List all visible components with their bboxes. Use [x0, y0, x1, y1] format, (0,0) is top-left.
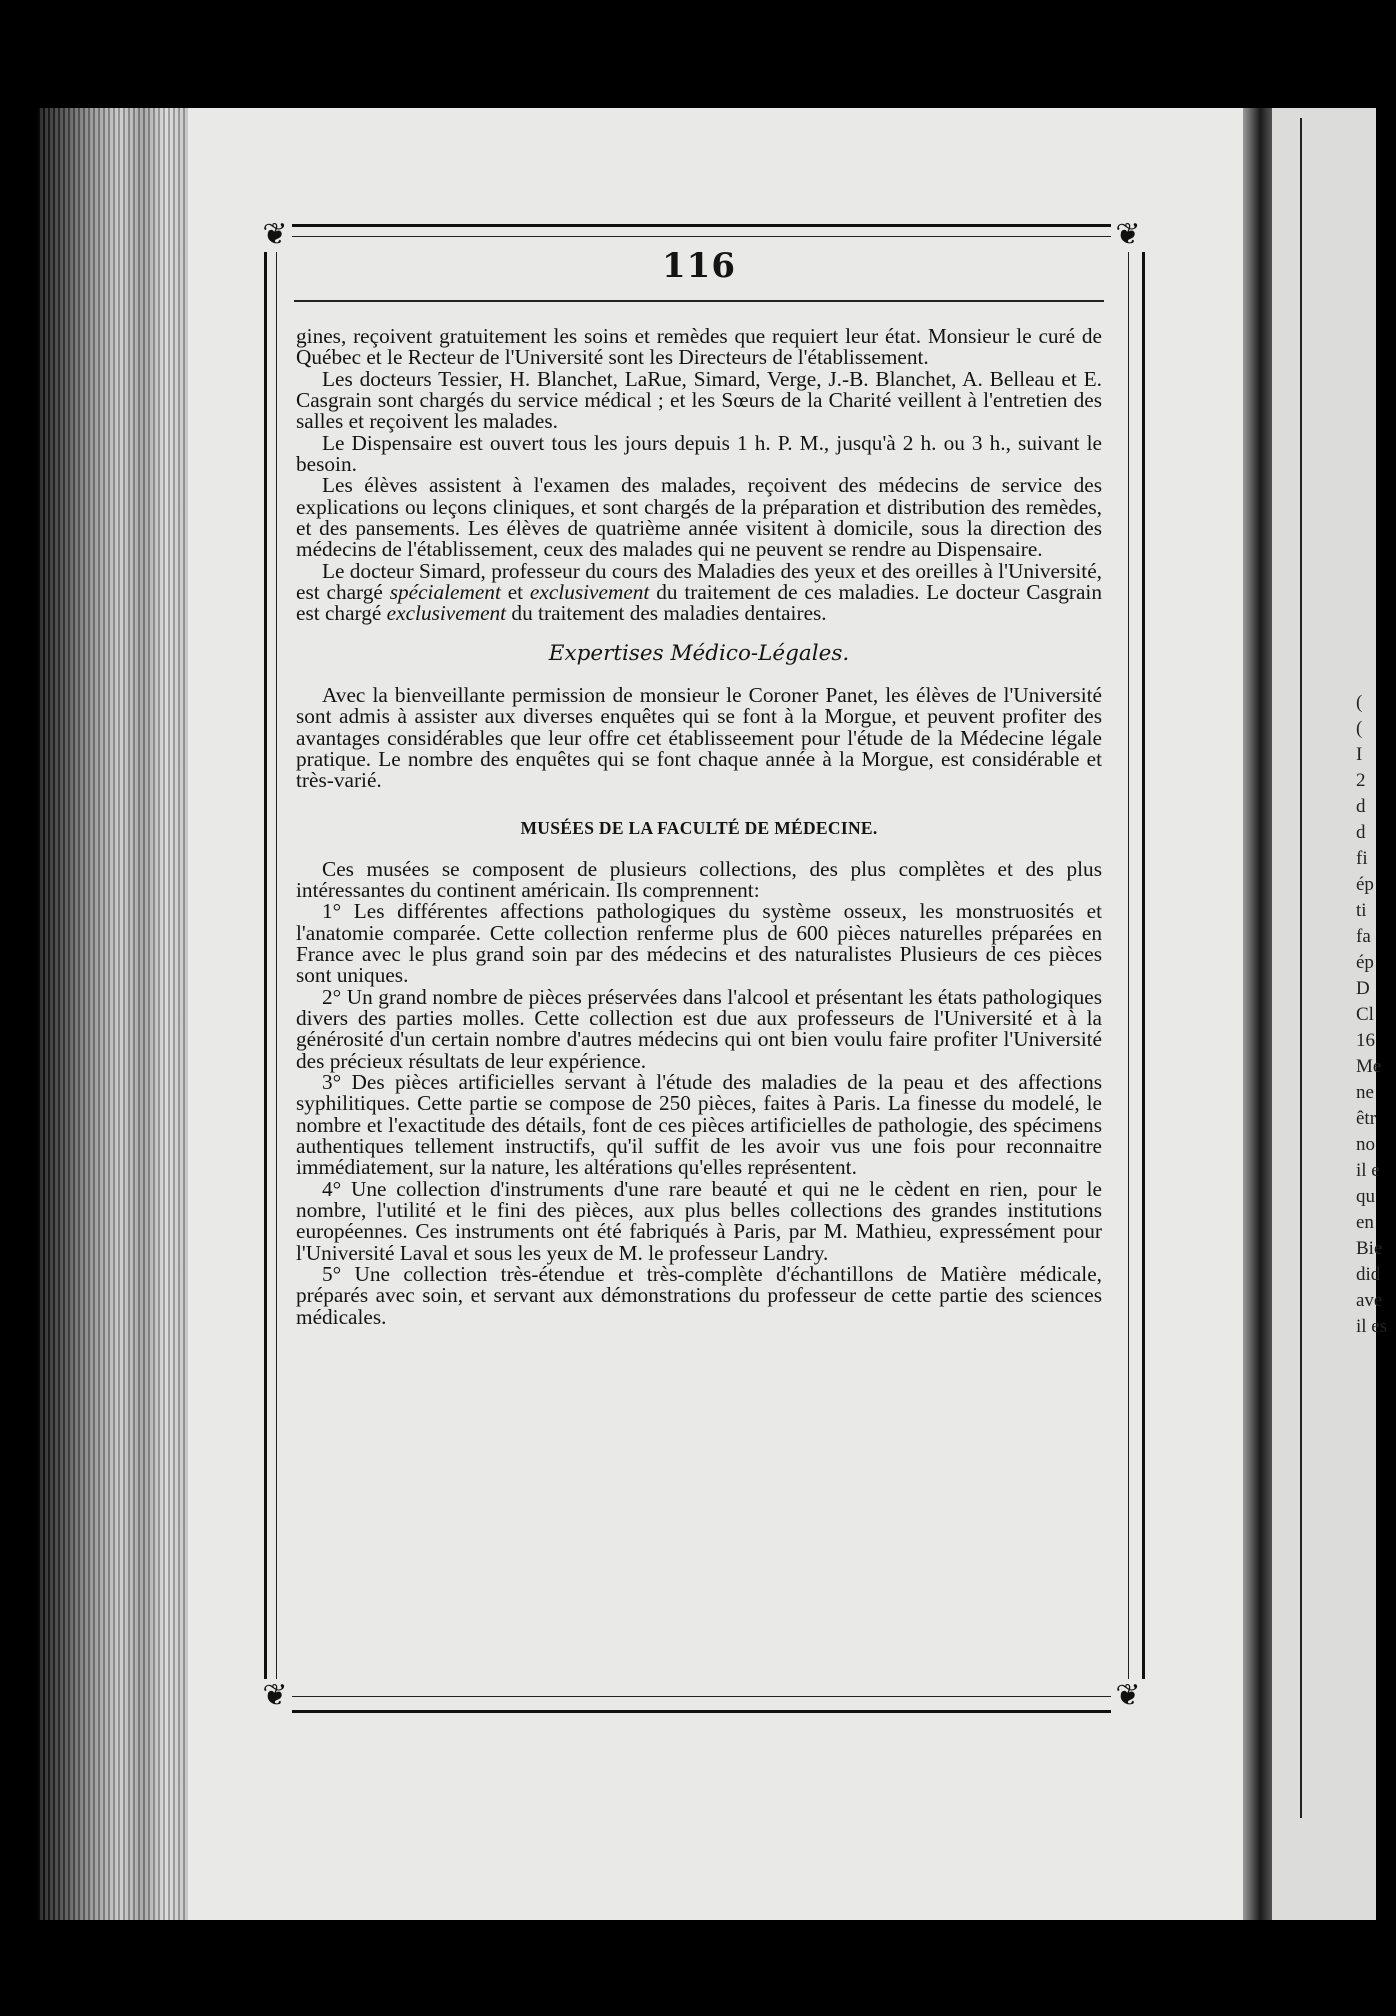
- facing-page-fragment: ne: [1356, 1082, 1374, 1103]
- facing-page-fragment: (: [1356, 718, 1363, 739]
- facing-page-text: [1356, 690, 1396, 1340]
- paragraph-expertises: Avec la bienveillante permission de monsieur le Coroner Panet, les élèves de l'Université sont admis à assister aux diverses enquêtes qui se font à la Morgue, et peuvent profiter des avantages considérables que leur offre cet établisseement pour l'étude de la Médecine légale pratique. Le nombre des enquêtes qui se font chaque année à la Morgue, est considérable et très-varié.: [296, 682, 1102, 793]
- facing-page-fragment: qu: [1356, 1186, 1375, 1207]
- facing-page-fragment: D: [1356, 978, 1370, 999]
- facing-page-fragment: ép: [1356, 952, 1374, 973]
- page-number: 116: [662, 246, 736, 286]
- musees-heading: MUSÉES DE LA FACULTÉ DE MÉDECINE.: [520, 817, 878, 838]
- paragraph-musees-item-4: 4° Une collection d'instruments d'une rare beauté et qui ne le cèdent en rien, pour le nombre, l'utilité et le fini des pièces, aux plus belles collections des grandes institutions européennes. Ces instruments ont été fabriqués à Paris, par M. Mathieu, expressément pour l'Université Laval et sous les yeux de M. le professeur Landry.: [296, 1176, 1102, 1265]
- facing-page-fragment: en: [1356, 1212, 1374, 1233]
- facing-page-fragment: il e: [1356, 1160, 1380, 1181]
- facing-page-fragment: ép: [1356, 874, 1374, 895]
- facing-page-fragment: d: [1356, 822, 1366, 843]
- paragraph-musees-item-1: 1° Les différentes affections pathologiques du système osseux, les monstruosités et l'anatomie comparée. Cette collection renferme plus de 600 pièces naturelles préparées en France avec le plus grand soin par des médecins et des naturalistes Plusieurs de ces pièces sont uniques.: [296, 899, 1102, 988]
- facing-page-fragment: did: [1356, 1264, 1381, 1285]
- facing-page-fragment: Cl: [1356, 1004, 1374, 1025]
- facing-page-fragment: ave: [1356, 1290, 1383, 1311]
- paragraph-musees-intro: Ces musées se composent de plusieurs collections, des plus complètes et des plus intéressantes du continent américain. Ils comprennent:: [296, 856, 1102, 902]
- paragraph-continuation: gines, reçoivent gratuitement les soins et remèdes que requiert leur état. Monsieur le curé de Québec et le Recteur de l'Université sont les Directeurs de l'établissement.: [296, 324, 1102, 370]
- facing-page-fragment: d: [1356, 796, 1366, 817]
- paragraph-musees-item-3: 3° Des pièces artificielles servant à l'étude des maladies de la peau et des affections syphilitiques. Cette partie se compose de 250 pièces, faites à Paris. La finesse du modelé, le nombre et l'exactitude des détails, font de ces pièces artificielles de pathologie, des spécimens authentiques tellement instructifs, qu'il suffit de les avoir vus une fois pour reconnaitre immédiatement, sur la nature, les altérations qu'elles représentent.: [296, 1069, 1102, 1180]
- expertises-title: Expertises Médico-Légales.: [548, 640, 850, 666]
- paragraph-musees-item-5: 5° Une collection très-étendue et très-complète d'échantillons de Matière médicale, préparés avec soin, et servant aux démonstrations du professeur de cette partie des sciences médicales.: [296, 1262, 1102, 1329]
- facing-page-fragment: (: [1356, 692, 1363, 713]
- facing-page-fragment: Me: [1356, 1056, 1382, 1077]
- facing-page-fragment: 16: [1356, 1030, 1375, 1051]
- facing-page-fragment: êtr: [1356, 1108, 1377, 1129]
- ornament-top-right-icon: ❦: [1111, 218, 1145, 252]
- paragraph-musees-item-2: 2° Un grand nombre de pièces préservées dans l'alcool et présentant les états pathologiques divers des parties molles. Cette collection est due aux professeurs de l'Université et à la générosité d'un certain nombre d'autres médecins qui ont bien voulu faire profiter l'Université des précieux résultats de leur expérience.: [296, 984, 1102, 1073]
- header-rule: [294, 300, 1104, 302]
- ornament-top-left-icon: ❦: [258, 218, 292, 252]
- ornament-bottom-right-icon: ❦: [1111, 1679, 1145, 1713]
- book-gutter: [1243, 108, 1272, 1920]
- paragraph-eleves: Les élèves assistent à l'examen des malades, reçoivent des médecins de service des explications ou leçons cliniques, et sont chargés de la préparation et distribution des remèdes, et des pansements. Les élèves de quatrième année visitent à domicile, sous la direction des médecins de l'établissement, ceux des malades qui ne peuvent se rendre au Dispensaire.: [296, 473, 1102, 562]
- facing-page-fragment: Bie: [1356, 1238, 1383, 1259]
- page-stack-edge: [38, 108, 188, 1920]
- paragraph-docteurs: Les docteurs Tessier, H. Blanchet, LaRue, Simard, Verge, J.-B. Blanchet, A. Belleau et E. Casgrain sont chargés du service médical ; et les Sœurs de la Charité veillent à l'entretien des salles et reçoivent les malades.: [296, 366, 1102, 434]
- paragraph-dispensaire: Le Dispensaire est ouvert tous les jours depuis 1 h. P. M., jusqu'à 2 h. ou 3 h., suivant le besoin.: [296, 430, 1102, 477]
- facing-page-fragment: 2: [1356, 770, 1366, 791]
- facing-page-frame: [1300, 118, 1308, 1818]
- text-column: [296, 240, 1102, 1328]
- facing-page-fragment: il es: [1356, 1316, 1388, 1337]
- ornament-bottom-left-icon: ❦: [258, 1679, 292, 1713]
- facing-page-fragment: fi: [1356, 848, 1368, 869]
- facing-page-fragment: ti: [1356, 900, 1367, 921]
- facing-page-fragment: no: [1356, 1134, 1375, 1155]
- paragraph-simard: Le docteur Simard, professeur du cours des Maladies des yeux et des oreilles à l'Université, est chargé spécialement et exclusivement du traitement de ces maladies. Le docteur Casgrain est chargé exclusivement du traitement des maladies dentaires.: [296, 558, 1102, 626]
- facing-page-fragment: fa: [1356, 926, 1371, 947]
- facing-page-fragment: I: [1356, 744, 1363, 765]
